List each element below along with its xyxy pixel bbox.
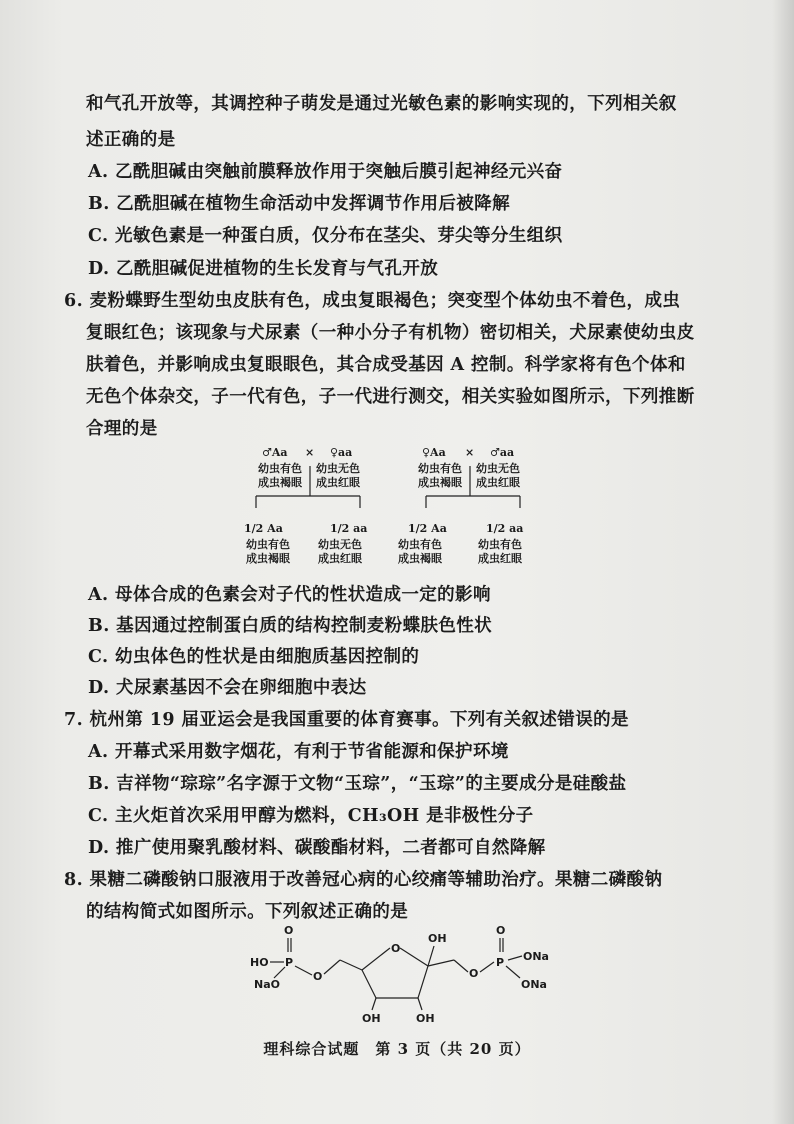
q5-stem-line-1: 和气孔开放等，其调控种子萌发是通过光敏色素的影响实现的，下列相关叙 xyxy=(86,94,677,114)
ring-bond-3 xyxy=(418,966,428,998)
right-cross-symbol: × xyxy=(465,446,475,459)
q6-option-c: C. 幼虫体色的性状是由细胞质基因控制的 xyxy=(88,647,420,667)
ch2-ring-bond xyxy=(340,960,362,970)
q5-stem-line-2: 述正确的是 xyxy=(86,130,176,150)
q6-stem-line-1: 6. 麦粉蝶野生型幼虫皮肤有色，成虫复眼褐色；突变型个体幼虫不着色，成虫 xyxy=(64,291,681,311)
left-p2-trait1: 幼虫无色 xyxy=(316,462,360,475)
left-p2-trait2: 成虫红眼 xyxy=(316,476,360,489)
mol-ring-o: O xyxy=(391,942,401,955)
mol-oh-bottom-right: OH xyxy=(416,1012,435,1025)
left-o1-trait2: 成虫褐眼 xyxy=(246,552,290,565)
mol-p-left: P xyxy=(285,956,294,969)
left-o-ch2-bond xyxy=(324,960,340,974)
right-p-ona2-bond xyxy=(506,966,520,978)
q5-option-b: B. 乙酰胆碱在植物生命活动中发挥调节作用后被降解 xyxy=(88,194,510,214)
mol-ho-left: HO xyxy=(250,956,269,969)
left-p1-trait1: 幼虫有色 xyxy=(258,462,302,475)
o-p-right-bond xyxy=(480,962,494,972)
oh-bl-bond xyxy=(372,998,376,1010)
q7-stem: 7. 杭州第 19 届亚运会是我国重要的体育赛事。下列有关叙述错误的是 xyxy=(64,710,629,730)
mol-p-right: P xyxy=(496,956,505,969)
right-p-ona1-bond xyxy=(508,956,522,960)
page-footer: 理科综合试题 第 3 页（共 20 页） xyxy=(263,1040,531,1058)
right-p2-trait2: 成虫红眼 xyxy=(476,476,520,489)
q6-stem-line-4: 无色个体杂交，子一代有色，子一代进行测交，相关实验如图所示，下列推断 xyxy=(86,387,695,407)
ring-bond-2 xyxy=(400,948,428,966)
left-p-o-bond xyxy=(295,966,312,975)
left-o2-trait2: 成虫红眼 xyxy=(318,552,362,565)
right-p2-trait1: 幼虫无色 xyxy=(476,462,520,475)
fructose-diphosphate-structure xyxy=(240,920,560,1028)
right-o2-genotype: 1/2 aa xyxy=(486,522,524,535)
left-o2-trait1: 幼虫无色 xyxy=(318,538,362,551)
ring-bond-5 xyxy=(362,970,376,998)
ring-ch2-right-bond xyxy=(428,960,454,966)
q6-stem-line-2: 复眼红色；该现象与犬尿素（一种小分子有机物）密切相关，犬尿素使幼虫皮 xyxy=(86,323,695,343)
mol-nao-left: NaO xyxy=(254,978,280,991)
q6-stem-line-5: 合理的是 xyxy=(86,419,158,439)
mol-ona-2: ONa xyxy=(521,978,547,991)
left-o1-trait1: 幼虫有色 xyxy=(246,538,290,551)
left-parent2: ♀aa xyxy=(330,446,353,459)
q7-option-a: A. 开幕式采用数字烟花，有利于节省能源和保护环境 xyxy=(88,742,509,762)
right-o2-trait1: 幼虫有色 xyxy=(478,538,522,551)
mol-o-top-left: O xyxy=(284,924,294,937)
page-edge-shadow xyxy=(772,0,794,1124)
left-o1-genotype: 1/2 Aa xyxy=(244,522,283,535)
left-p-nao-bond xyxy=(274,967,285,978)
q5-option-d: D. 乙酰胆碱促进植物的生长发育与气孔开放 xyxy=(88,259,439,279)
mol-o-top-right: O xyxy=(496,924,506,937)
oh-top-bond xyxy=(428,946,434,966)
mol-oh-bottom-left: OH xyxy=(362,1012,381,1025)
q7-option-d: D. 推广使用聚乳酸材料、碳酸酯材料，二者都可自然降解 xyxy=(88,838,546,858)
right-o2-trait2: 成虫红眼 xyxy=(478,552,522,565)
ring-bond-1 xyxy=(362,948,390,970)
q8-stem-line-2: 的结构简式如图所示。下列叙述正确的是 xyxy=(86,902,409,922)
q6-stem-line-3: 肤着色，并影响成虫复眼眼色，其合成受基因 A 控制。科学家将有色个体和 xyxy=(86,355,686,375)
left-o2-genotype: 1/2 aa xyxy=(330,522,368,535)
left-parent1: ♂Aa xyxy=(262,446,288,459)
oh-br-bond xyxy=(418,998,422,1010)
mol-o-link-left: O xyxy=(313,970,323,983)
ch2-o-right-bond xyxy=(454,960,468,972)
q6-option-b: B. 基因通过控制蛋白质的结构控制麦粉蝶肤色性状 xyxy=(88,616,493,636)
q6-option-a: A. 母体合成的色素会对子代的性状造成一定的影响 xyxy=(88,585,491,605)
mol-ona-1: ONa xyxy=(523,950,549,963)
right-parent2: ♂aa xyxy=(490,446,515,459)
mol-oh-top: OH xyxy=(428,932,447,945)
right-o1-trait2: 成虫褐眼 xyxy=(398,552,442,565)
q7-option-b: B. 吉祥物“琮琮”名字源于文物“玉琮”，“玉琮”的主要成分是硅酸盐 xyxy=(88,774,627,794)
left-cross-symbol: × xyxy=(305,446,315,459)
q6-option-d: D. 犬尿素基因不会在卵细胞中表达 xyxy=(88,678,367,698)
right-parent1: ♀Aa xyxy=(422,446,446,459)
right-o1-trait1: 幼虫有色 xyxy=(398,538,442,551)
q8-stem-line-1: 8. 果糖二磷酸钠口服液用于改善冠心病的心绞痛等辅助治疗。果糖二磷酸钠 xyxy=(64,870,663,890)
q5-option-c: C. 光敏色素是一种蛋白质，仅分布在茎尖、芽尖等分生组织 xyxy=(88,226,563,246)
right-p1-trait1: 幼虫有色 xyxy=(418,462,462,475)
q5-option-a: A. 乙酰胆碱由突触前膜释放作用于突触后膜引起神经元兴奋 xyxy=(88,162,563,182)
right-p1-trait2: 成虫褐眼 xyxy=(418,476,462,489)
right-o1-genotype: 1/2 Aa xyxy=(408,522,447,535)
mol-o-link-right: O xyxy=(469,967,479,980)
left-p1-trait2: 成虫褐眼 xyxy=(258,476,302,489)
q7-option-c: C. 主火炬首次采用甲醇为燃料，CH₃OH 是非极性分子 xyxy=(88,806,534,826)
